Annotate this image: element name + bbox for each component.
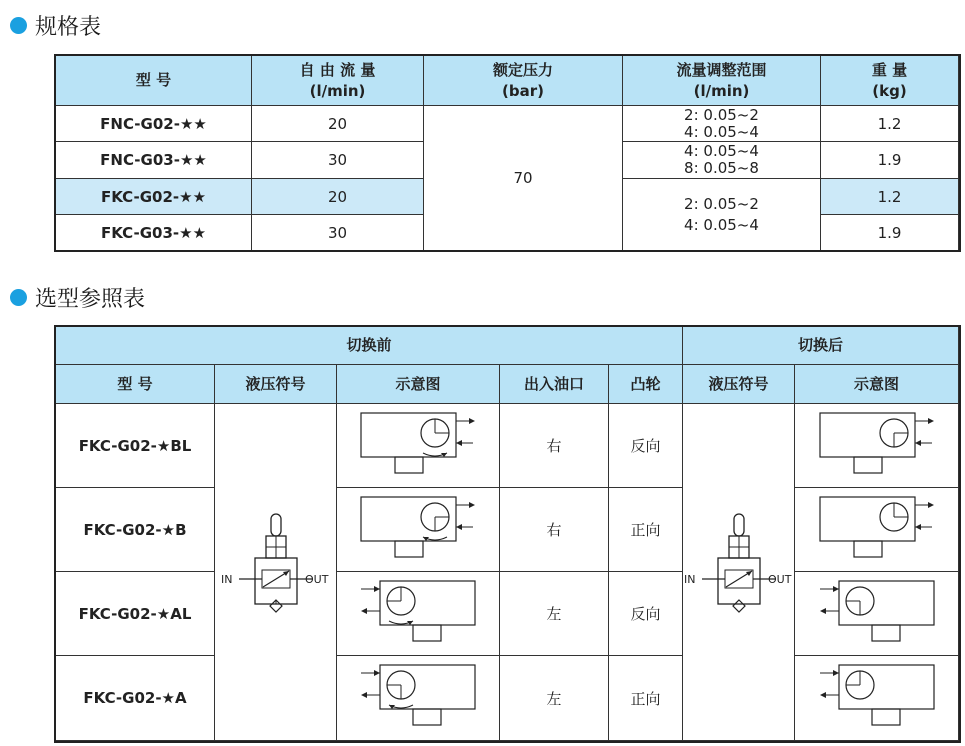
weight-cell: 1.2: [821, 106, 959, 142]
model-cell: FKC-G02-★AL: [56, 572, 215, 656]
model-cell: FKC-G02-★A: [56, 656, 215, 741]
flow-cell: 20: [252, 106, 424, 142]
diagram-before-cell: [337, 656, 500, 741]
header-model: 型 号: [56, 365, 215, 404]
diagram-before-cell: [337, 488, 500, 572]
table-row: [56, 106, 959, 142]
pressure-cell: 70: [424, 106, 623, 251]
header-diagram-before: 示意图: [337, 365, 500, 404]
weight-cell: 1.9: [821, 215, 959, 251]
flow-cell: 30: [252, 215, 424, 251]
cam-cell: 正向: [609, 656, 683, 741]
section-title-spec-text: 规格表: [35, 15, 102, 40]
section-title-spec: [10, 10, 101, 41]
diagram-after-cell: [795, 572, 959, 656]
valve-diagram-icon: [353, 575, 483, 649]
diagram-after-cell: [795, 656, 959, 741]
spec-table: [55, 55, 959, 251]
model-cell: FKC-G02-★BL: [56, 404, 215, 488]
svg-text:IN: IN: [683, 573, 695, 586]
valve-diagram-icon: [353, 407, 483, 481]
diagram-before-cell: [337, 572, 500, 656]
svg-text:OUT: OUT: [767, 573, 791, 586]
model-cell: FNC-G02-★★: [56, 106, 252, 142]
section-title-selection-text: 选型参照表: [35, 287, 146, 312]
header-flow: 自 由 流 量 (l/min): [252, 56, 424, 106]
weight-cell: 1.9: [821, 142, 959, 179]
flow-cell: 20: [252, 179, 424, 215]
diagram-before-cell: [337, 404, 500, 488]
diagram-after-cell: [795, 488, 959, 572]
symbol-after-cell: [683, 404, 795, 741]
bullet-dot-icon: [10, 17, 27, 34]
header-model: 型 号: [56, 56, 252, 106]
table-row: [56, 488, 959, 572]
header-cam: 凸轮: [609, 365, 683, 404]
group-header-before: 切换前: [56, 327, 683, 365]
flow-cell: 30: [252, 142, 424, 179]
header-diagram-after: 示意图: [795, 365, 959, 404]
table-row: [56, 572, 959, 656]
valve-diagram-icon: [353, 659, 483, 733]
range-cell: 2: 0.05~2 4: 0.05~4: [623, 106, 821, 142]
table-row: [56, 656, 959, 741]
valve-diagram-icon: [812, 407, 942, 481]
symbol-before-cell: [215, 404, 337, 741]
hydraulic-symbol-after-icon: [684, 500, 794, 640]
bullet-dot-icon: [10, 289, 27, 306]
port-cell: 右: [500, 404, 609, 488]
svg-text:IN: IN: [220, 573, 232, 586]
cam-cell: 反向: [609, 572, 683, 656]
svg-text:OUT: OUT: [304, 573, 328, 586]
section-title-selection: [10, 282, 145, 313]
valve-diagram-icon: [812, 659, 942, 733]
valve-diagram-icon: [812, 575, 942, 649]
header-symbol-after: 液压符号: [683, 365, 795, 404]
port-cell: 右: [500, 488, 609, 572]
port-cell: 左: [500, 656, 609, 741]
group-header-after: 切换后: [683, 327, 959, 365]
model-cell: FKC-G03-★★: [56, 215, 252, 251]
cam-cell: 反向: [609, 404, 683, 488]
table-row: [56, 404, 959, 488]
model-cell: FKC-G02-★B: [56, 488, 215, 572]
header-symbol-before: 液压符号: [215, 365, 337, 404]
model-cell: FKC-G02-★★: [56, 179, 252, 215]
range-cell: 2: 0.05~2 4: 0.05~4: [623, 179, 821, 251]
header-pressure: 额定压力 (bar): [424, 56, 623, 106]
weight-cell: 1.2: [821, 179, 959, 215]
selection-table: [55, 326, 959, 741]
valve-diagram-icon: [353, 491, 483, 565]
diagram-after-cell: [795, 404, 959, 488]
model-cell: FNC-G03-★★: [56, 142, 252, 179]
range-cell: 4: 0.05~4 8: 0.05~8: [623, 142, 821, 179]
header-weight: 重 量 (kg): [821, 56, 959, 106]
cam-cell: 正向: [609, 488, 683, 572]
header-range: 流量调整范围 (l/min): [623, 56, 821, 106]
hydraulic-symbol-before-icon: [221, 500, 331, 640]
port-cell: 左: [500, 572, 609, 656]
valve-diagram-icon: [812, 491, 942, 565]
header-port: 出入油口: [500, 365, 609, 404]
